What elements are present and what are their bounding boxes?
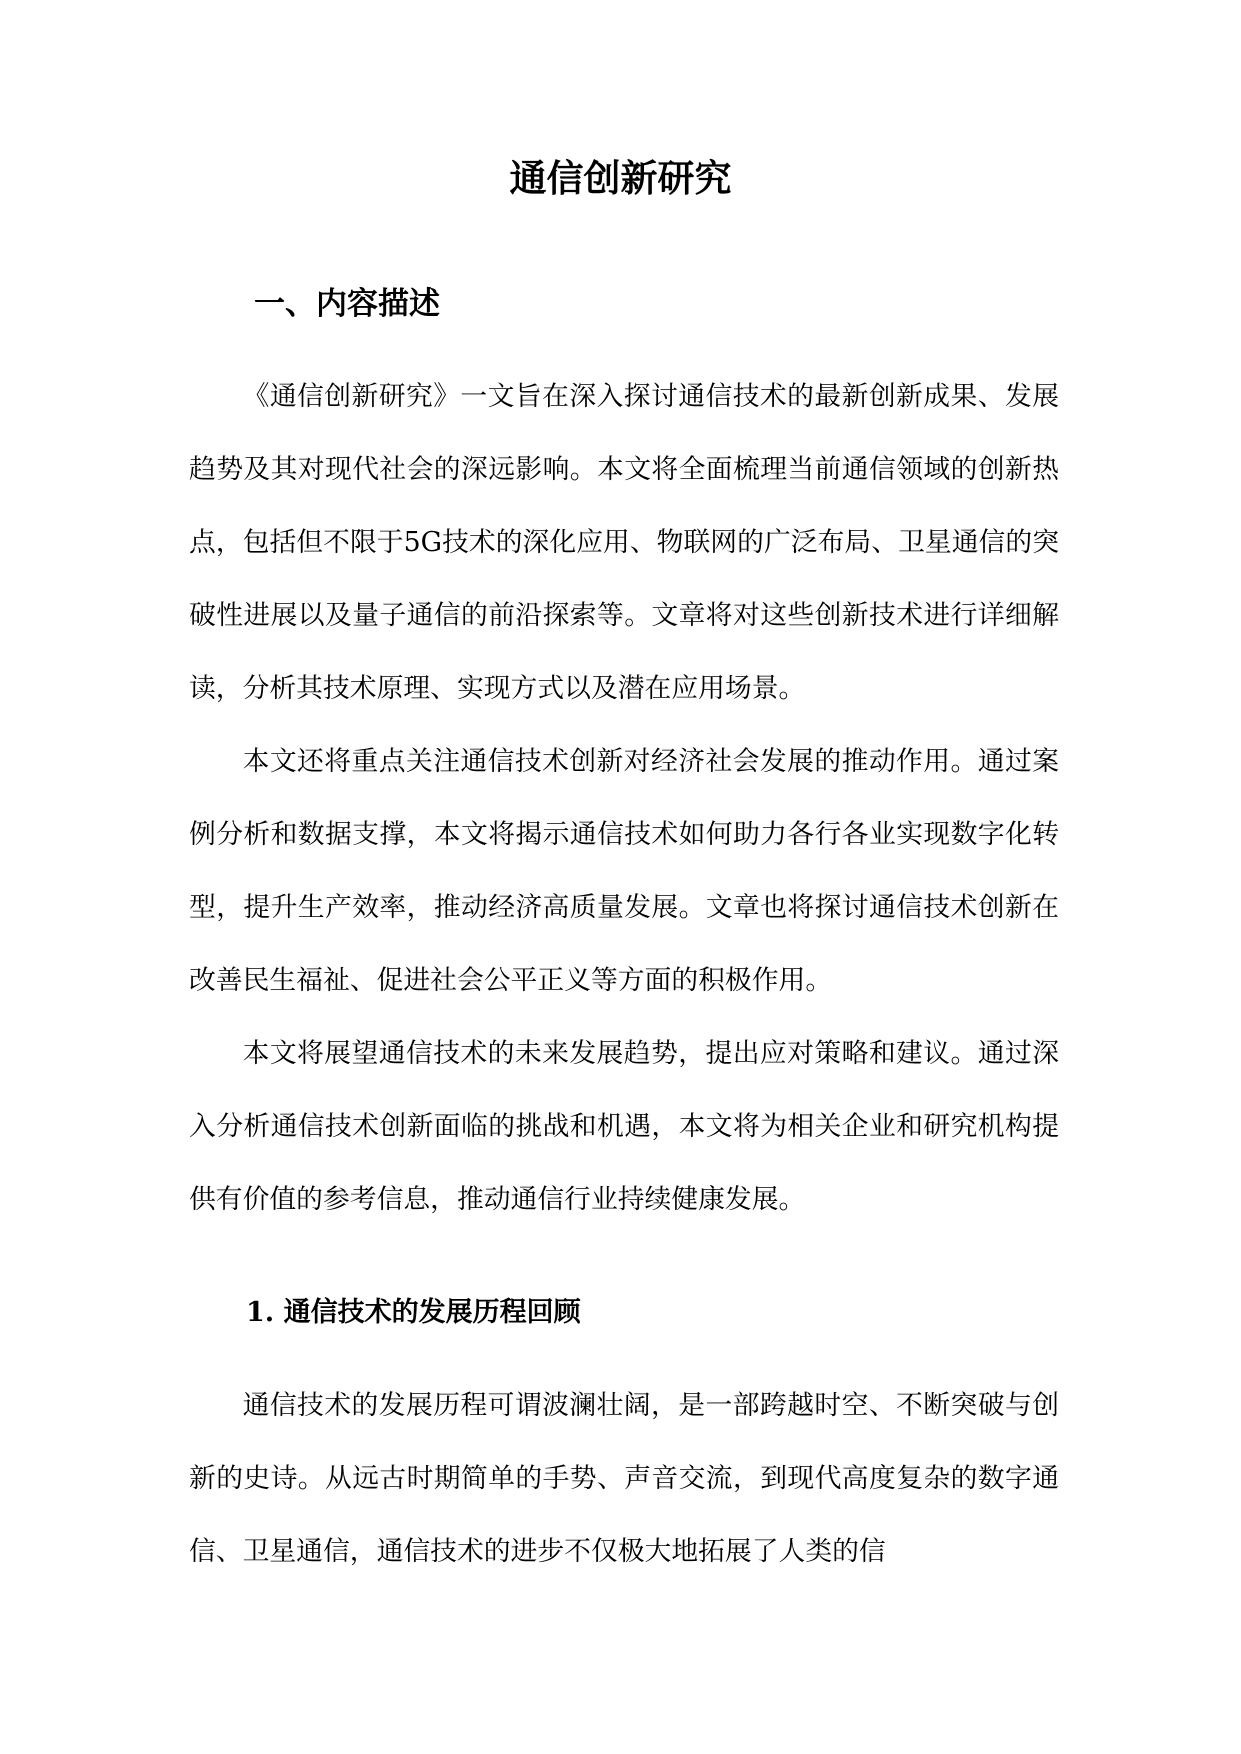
document-title: 通信创新研究 [509,156,732,200]
paragraph-4: 通信技术的发展历程可谓波澜壮阔，是一部跨越时空、不断突破与创新的史诗。从远古时期简单的手势、声音交流，到现代高度复杂的数字通信、卫星通信，通信技术的进步不仅极大地拓展了人类的信 [189,1390,1059,1567]
paragraph-2: 本文还将重点关注通信技术创新对经济社会发展的推动作用。通过案例分析和数据支撑，本文将揭示通信技术如何助力各行各业实现数字化转型，提升生产效率，推动经济高质量发展。文章也将探讨通信技术创新在改善民生福祉、促进社会公平正义等方面的积极作用。 [189,746,1059,996]
paragraph-1: 《通信创新研究》一文旨在深入探讨通信技术的最新创新成果、发展趋势及其对现代社会的深远影响。本文将全面梳理当前通信领域的创新热点，包括但不限于5G技术的深化应用、物联网的广泛布局、卫星通信的突破性进展以及量子通信的前沿探索等。文章将对这些创新技术进行详细解读，分析其技术原理、实现方式以及潜在应用场景。 [189,381,1059,704]
section-heading-content-description: 一、内容描述 [254,286,440,322]
paragraph-3: 本文将展望通信技术的未来发展趋势，提出应对策略和建议。通过深入分析通信技术创新面临的挑战和机遇，本文将为相关企业和研究机构提供有价值的参考信息，推动通信行业持续健康发展。 [189,1038,1059,1215]
subsection-heading-history: 1. 通信技术的发展历程回顾 [246,1297,581,1328]
